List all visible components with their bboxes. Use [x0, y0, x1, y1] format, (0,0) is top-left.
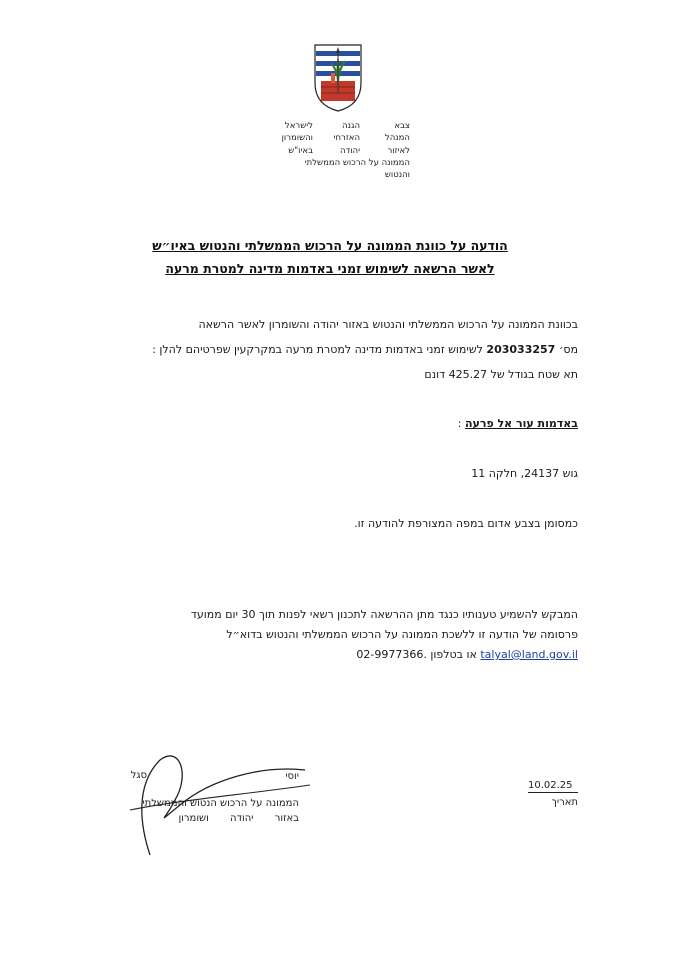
date-label: תאריך — [551, 797, 578, 808]
header-line: לאיזור — [387, 145, 410, 156]
lands-label: באדמות עור אל פרעה — [464, 417, 578, 430]
notice-title-line2: לאשר הרשאה לשימוש זמני באדמות מדינה למטרת מרעה — [165, 261, 495, 276]
header-line: המנהל — [384, 133, 410, 144]
header-col-left — [263, 120, 313, 157]
coat-of-arms-emblem — [313, 43, 363, 113]
objection-line: המבקש להשמיע טענותיו כנגד מתן ההרשאה לתכנון רשאי לפנות תוך 30 יום ממועד — [190, 608, 578, 621]
email-link[interactable]: talyal@land.gov.il — [480, 648, 578, 661]
header-line: צבא — [394, 121, 410, 131]
header-line: והשומרון — [281, 133, 313, 144]
header-line: הממונה על הרכוש הממשלתי — [304, 157, 410, 168]
permit-number: 203033257 — [486, 343, 556, 356]
signer-role: הממונה על הרכוש הנטוש והממשלתי — [142, 798, 299, 809]
paragraph-line — [152, 343, 578, 356]
header-line: הגנה — [341, 121, 360, 131]
paragraph-line: תא שטח בגודל של 425.27 דונם — [424, 368, 578, 381]
phone-label: או בטלפון — [430, 648, 477, 661]
lands-line — [458, 417, 578, 430]
date-value — [528, 780, 578, 793]
header-line: לישראל — [284, 121, 313, 131]
header-line: יהודה — [340, 145, 360, 156]
header-col-mid — [320, 120, 360, 157]
header-line: האזרחי — [333, 133, 360, 144]
date-text: 10.02.25 — [528, 780, 573, 791]
map-note: כמסומן בצבע אדום במפה המצורפת להודעה זו. — [354, 517, 578, 530]
signer-region: באזור יהודה ושומרון — [178, 813, 299, 824]
header-line: באיו"ש — [288, 145, 313, 156]
objection-line: פרסומה של הודעה זו ללשכת הממונה על הרכוש הממשלתי והנטוש בדוא״ל — [226, 628, 578, 641]
signer-name-first: יוסי — [285, 771, 299, 782]
lands-colon: : — [457, 417, 462, 430]
paragraph-line: בכוונת הממונה על הרכוש הממשלתי והנטוש באזור יהודה והשומרון לאשר הרשאה — [198, 318, 578, 331]
notice-title-line1: הודעה על כוונת הממונה על הרכוש הממשלתי והנטוש באיו״ש — [152, 238, 508, 253]
permit-purpose: לשימוש זמני באדמות מדינה למטרת מרעה במקרקעין שפרטיהם להלן : — [152, 343, 483, 356]
permit-label: מס׳ — [558, 343, 578, 356]
objection-line — [356, 648, 578, 661]
header-line: והנטוש — [384, 170, 410, 181]
block-parcel: גוש 24137, חלקה 11 — [471, 467, 578, 480]
signer-name-last: סגל — [130, 770, 147, 781]
phone-number: 02-9977366. — [356, 648, 427, 661]
